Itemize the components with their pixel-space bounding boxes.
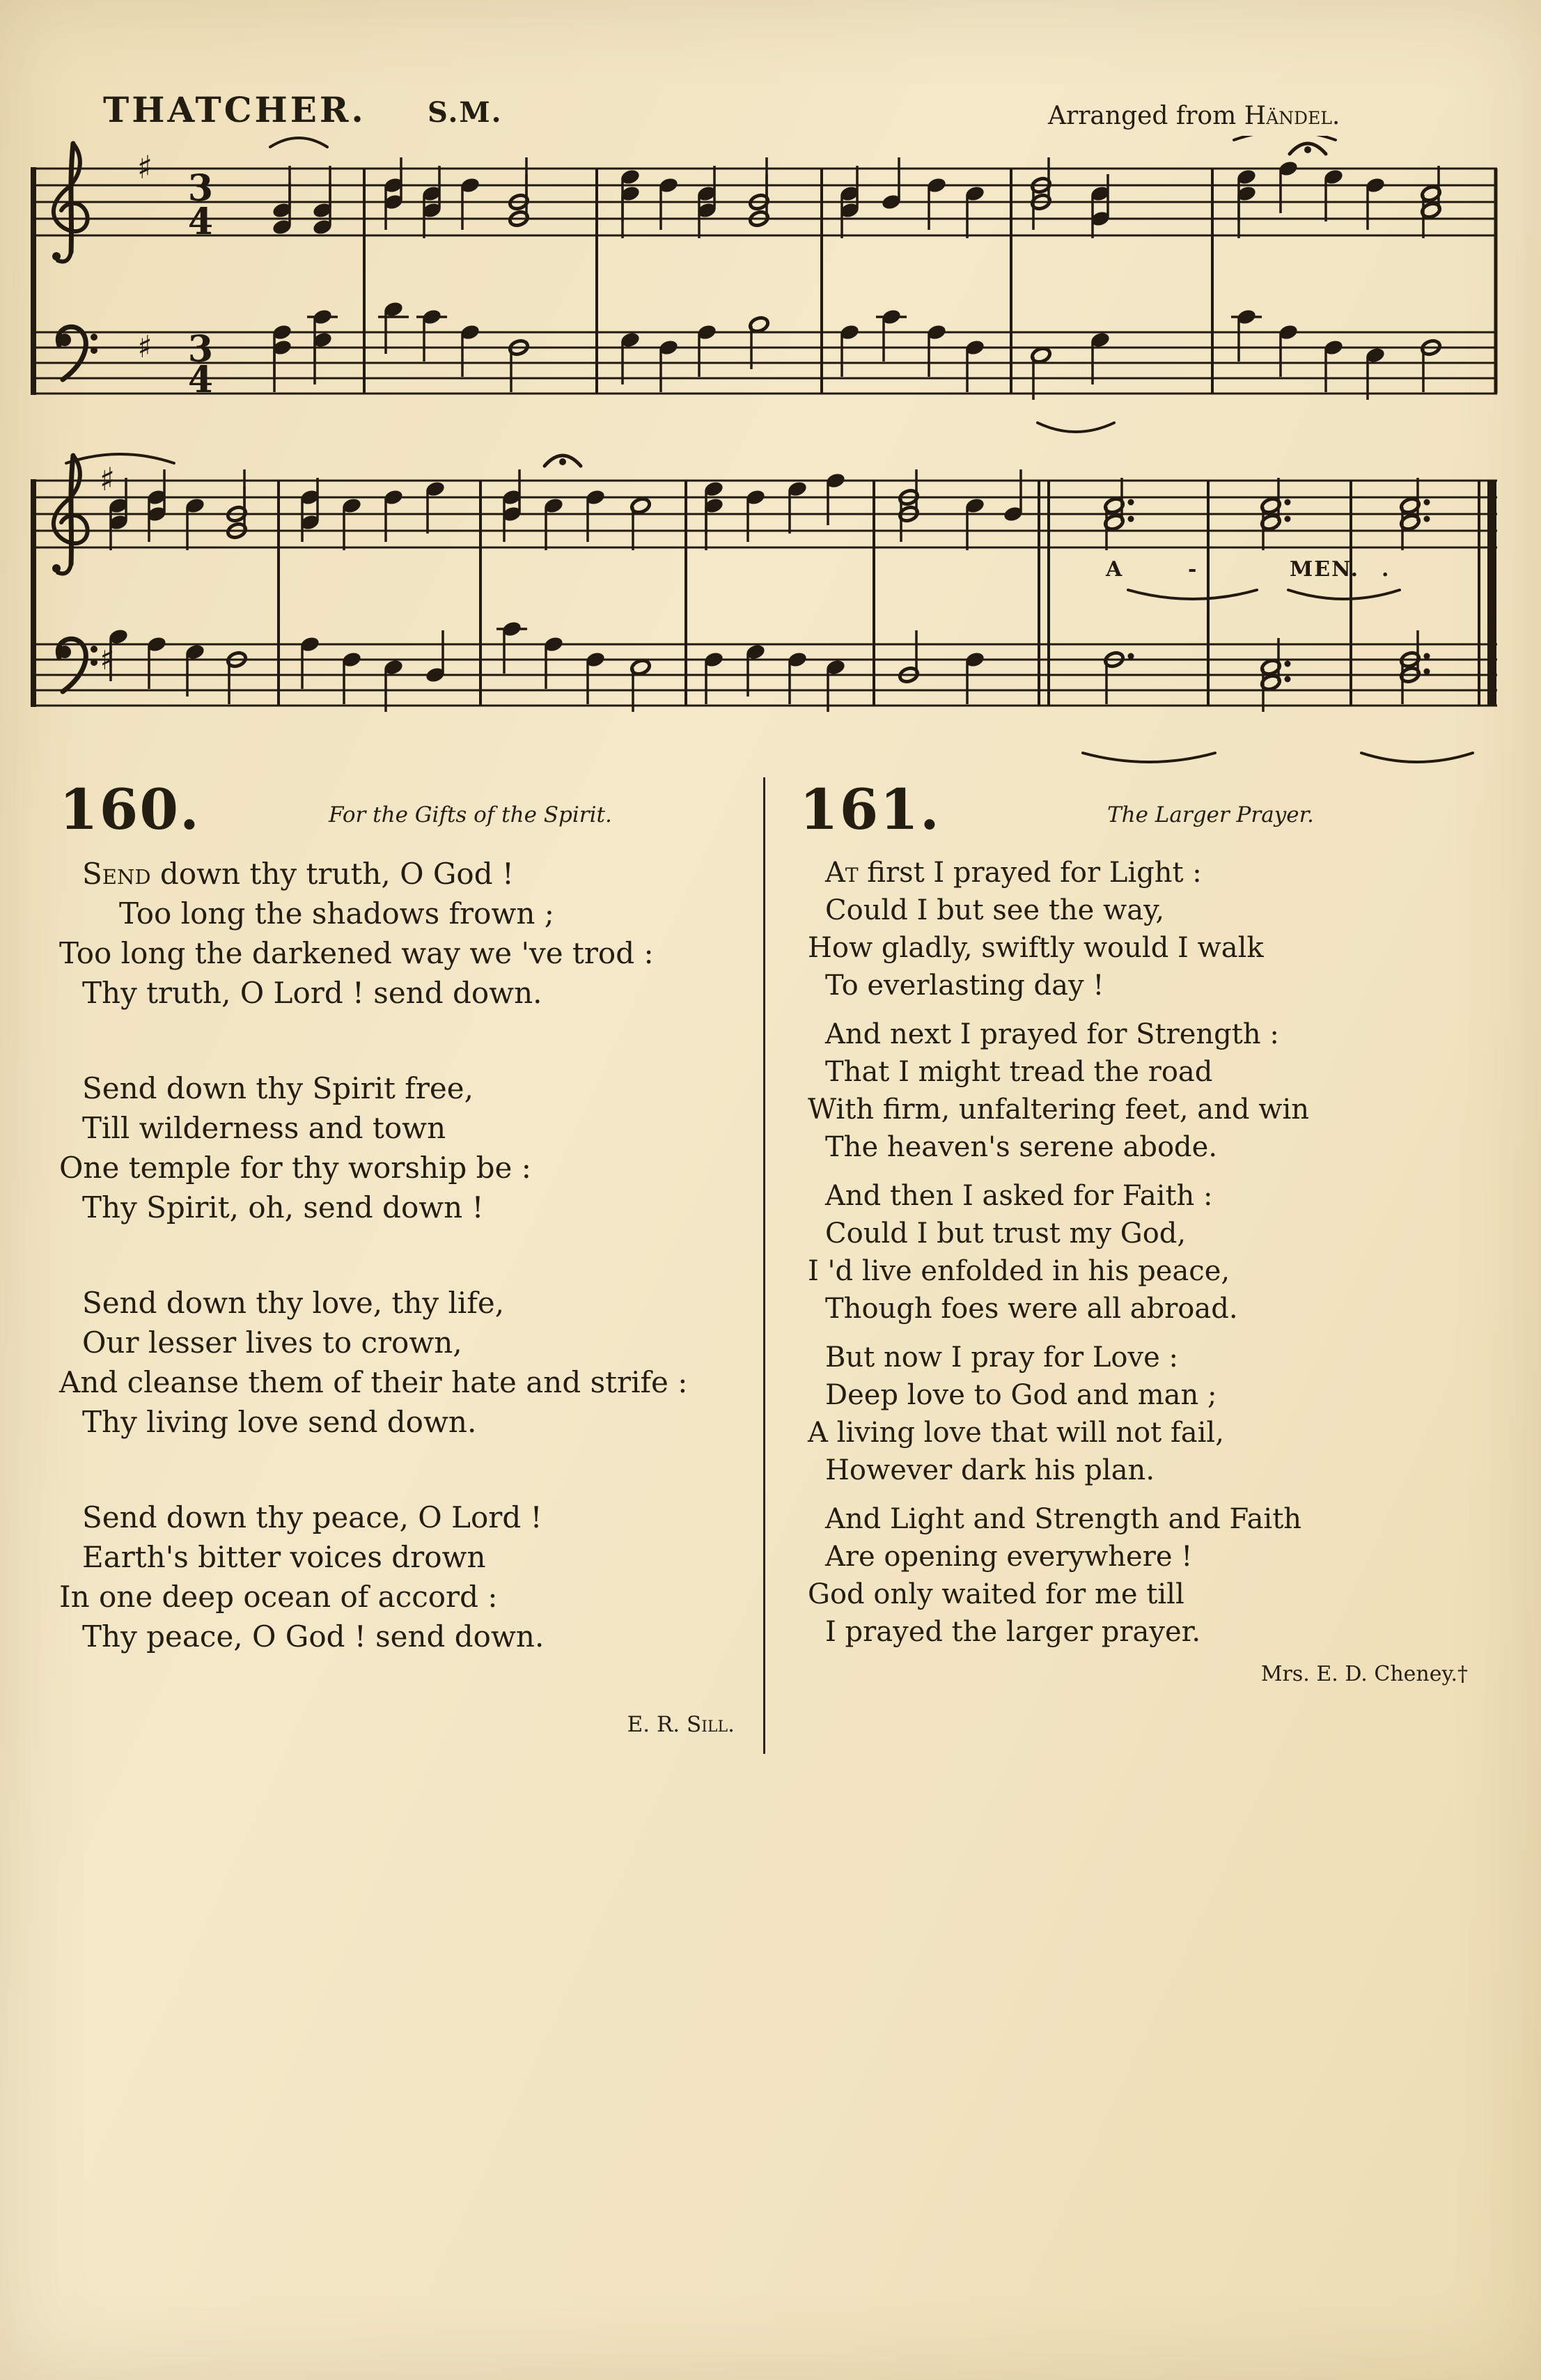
note: [585, 651, 607, 704]
bass-clef: [58, 327, 97, 380]
hymn-160-verses: [59, 854, 740, 1656]
note: [696, 323, 718, 377]
amen-syllable: A: [1106, 557, 1124, 582]
note: [703, 651, 725, 704]
verse-line: Are opening everywhere !: [825, 1541, 1193, 1573]
note: [543, 635, 565, 689]
note: [312, 331, 334, 384]
sharp-sign: ♯: [100, 641, 115, 677]
note: [1236, 185, 1258, 238]
fermata: [1290, 143, 1326, 154]
note: [341, 497, 363, 550]
note: [425, 480, 446, 534]
note: [383, 658, 405, 712]
sharp-sign: ♯: [137, 329, 152, 365]
verse-line: And then I asked for Faith :: [825, 1180, 1213, 1212]
hymn-number: 160.: [59, 777, 201, 842]
note: [543, 497, 565, 550]
slur: [270, 138, 327, 147]
verse-line: Thy Spirit, oh, send down !: [82, 1190, 484, 1224]
time-denominator: 4: [187, 201, 214, 243]
verse-line: But now I pray for Love :: [825, 1341, 1178, 1374]
column-divider: [763, 777, 765, 1754]
note: [1090, 331, 1111, 384]
time-numerator: 3: [187, 328, 214, 371]
time-signature: [188, 167, 213, 401]
note: [341, 651, 363, 704]
verse-line: Too long the darkened way we 've trod :: [59, 936, 654, 970]
note: [1400, 497, 1430, 550]
note: [926, 323, 948, 377]
note: [1278, 160, 1299, 213]
tune-title: THATCHER.: [103, 89, 366, 130]
verse-line: Send down thy love, thy life,: [82, 1286, 505, 1320]
verse: [799, 1500, 1480, 1651]
note: [839, 323, 861, 377]
note: [825, 472, 847, 525]
note: [496, 620, 527, 674]
note: [185, 643, 206, 697]
sharp-sign: ♯: [136, 148, 153, 186]
note: [460, 176, 481, 230]
verse-line: That I might tread the road: [825, 1056, 1213, 1088]
hymn-160-header: [59, 777, 740, 842]
slur: [1038, 423, 1114, 432]
verse: [799, 1339, 1480, 1489]
staff-lines: [33, 169, 1497, 394]
time-numerator: 3: [187, 167, 214, 210]
verse-line: Thy truth, O Lord ! send down.: [82, 976, 542, 1010]
verse-line: I prayed the larger prayer.: [825, 1616, 1201, 1648]
note: [1031, 346, 1052, 400]
note: [964, 339, 986, 392]
note: [416, 308, 447, 361]
note: [745, 488, 767, 542]
note: [630, 497, 652, 550]
note: [272, 339, 293, 392]
verse-line: A living love that will not fail,: [808, 1417, 1224, 1449]
verse-line: With firm, unfaltering feet, and win: [808, 1094, 1309, 1126]
verse-line: God only waited for me till: [808, 1578, 1184, 1610]
note: [881, 157, 902, 211]
note: [745, 643, 767, 697]
verse-line: In one deep ocean of accord :: [59, 1580, 498, 1614]
note: [964, 651, 986, 704]
verse-line: Send down thy truth, O God !: [82, 857, 514, 891]
slur: [1361, 753, 1473, 762]
note: [185, 497, 206, 550]
note: [1104, 497, 1134, 550]
note: [620, 185, 641, 238]
music-system: [31, 454, 1497, 762]
sharp-sign: ♯: [99, 460, 116, 498]
note: [108, 628, 130, 681]
arranger-name: Händel.: [1244, 102, 1340, 130]
note: [460, 323, 481, 377]
verse-line: Could I but see the way,: [825, 894, 1165, 926]
hymn-161-column: [799, 777, 1480, 1686]
verse: [799, 1177, 1480, 1328]
note: [425, 630, 446, 684]
note: [825, 658, 847, 712]
verse-line: I 'd live enfolded in his peace,: [808, 1255, 1230, 1287]
slur: [1083, 753, 1215, 762]
hymn-161-verses: [799, 854, 1480, 1651]
system-start-bar: [31, 479, 36, 707]
hymn-161-header: [799, 777, 1480, 842]
verse-line: One temple for thy worship be :: [59, 1151, 531, 1185]
note: [1231, 308, 1262, 361]
verse-line: Thy peace, O God ! send down.: [82, 1619, 545, 1654]
verse-line: And cleanse them of their hate and strife :: [59, 1365, 688, 1399]
note: [964, 497, 986, 550]
arranger-prefix: Arranged from: [1048, 102, 1244, 130]
note: [585, 488, 607, 542]
note: [378, 300, 409, 354]
final-barline: [1487, 481, 1496, 706]
note: [787, 651, 808, 704]
verse-line: And Light and Strength and Faith: [825, 1503, 1302, 1535]
slurs: [270, 136, 1336, 432]
amen-syllable: MEN.: [1290, 557, 1360, 582]
hymn-161-attribution: [799, 1662, 1480, 1686]
note: [749, 316, 770, 369]
amen-syllable: -: [1188, 557, 1198, 582]
verse-line: Thy living love send down.: [82, 1405, 477, 1439]
verse: [799, 1016, 1480, 1166]
verse: [59, 1283, 740, 1442]
slur: [66, 454, 174, 463]
note: [1323, 339, 1345, 392]
note: [1003, 469, 1024, 523]
note: [1278, 323, 1299, 377]
note: [1323, 168, 1345, 221]
sheet-music: [0, 136, 1541, 777]
bass-clef: [58, 639, 97, 692]
verse-line: And next I prayed for Strength :: [825, 1018, 1279, 1050]
verse-line: Earth's bitter voices drown: [82, 1540, 486, 1574]
verse-line: Our lesser lives to crown,: [82, 1325, 462, 1360]
verse-line: Could I but trust my God,: [825, 1218, 1187, 1250]
note: [1365, 346, 1386, 400]
note: [964, 185, 986, 238]
verse: [59, 854, 740, 1013]
notes: [108, 620, 1430, 712]
notes: [272, 300, 1442, 400]
note: [299, 635, 321, 689]
verse-line: Send down thy peace, O Lord !: [82, 1500, 542, 1534]
slur: [1128, 590, 1257, 599]
time-denominator: 4: [187, 359, 214, 401]
note: [1260, 658, 1291, 712]
note: [1365, 176, 1386, 230]
verse-line: Deep love to God and man ;: [825, 1379, 1217, 1411]
verse-line: However dark his plan.: [825, 1454, 1155, 1486]
hymn-number: 161.: [799, 777, 941, 842]
music-system: [31, 136, 1497, 432]
verse-lead-word: At: [825, 857, 859, 889]
note: [146, 635, 168, 689]
hymn-160-attribution: [59, 1712, 740, 1737]
note: [787, 480, 808, 534]
hymn-title: The Larger Prayer.: [1106, 802, 1314, 827]
key-signature: [100, 460, 115, 677]
attribution-name: Sill.: [687, 1712, 735, 1737]
arranger-credit: [1048, 102, 1340, 130]
note: [703, 497, 725, 550]
verse-line: Though foes were all abroad.: [825, 1293, 1238, 1325]
tune-meter: S.M.: [428, 96, 503, 129]
amen-lyrics: [1105, 557, 1390, 582]
verse-line: The heaven's serene abode.: [825, 1131, 1218, 1163]
note: [383, 488, 405, 542]
verse-line: At first I prayed for Light :: [825, 857, 1202, 889]
verse-lead-word: Send: [82, 857, 151, 891]
verse: [59, 1498, 740, 1656]
slur: [1234, 136, 1336, 140]
slur: [1288, 590, 1400, 599]
verse: [59, 1068, 740, 1227]
hymn-160-column: [59, 777, 740, 1737]
verse-line: Send down thy Spirit free,: [82, 1071, 474, 1105]
attribution-text: Mrs. E. D. Cheney.†: [1260, 1662, 1468, 1686]
note: [630, 658, 652, 712]
fermata: [545, 456, 581, 466]
note: [658, 339, 680, 392]
attribution-text: E. R.: [627, 1712, 687, 1737]
note: [620, 331, 641, 384]
note: [926, 176, 948, 230]
verse-line: Too long the shadows frown ;: [119, 896, 554, 931]
hymn-title: For the Gifts of the Spirit.: [329, 802, 612, 827]
amen-syllable: .: [1382, 557, 1391, 582]
system-start-bar: [31, 167, 36, 395]
note: [658, 176, 680, 230]
verse-line: Till wilderness and town: [82, 1111, 446, 1145]
key-signature: [137, 148, 152, 365]
note: [1260, 497, 1291, 550]
verse: [799, 854, 1480, 1004]
verse-line: To everlasting day !: [825, 970, 1104, 1002]
note: [876, 308, 907, 361]
verse-line: How gladly, swiftly would I walk: [808, 932, 1264, 964]
